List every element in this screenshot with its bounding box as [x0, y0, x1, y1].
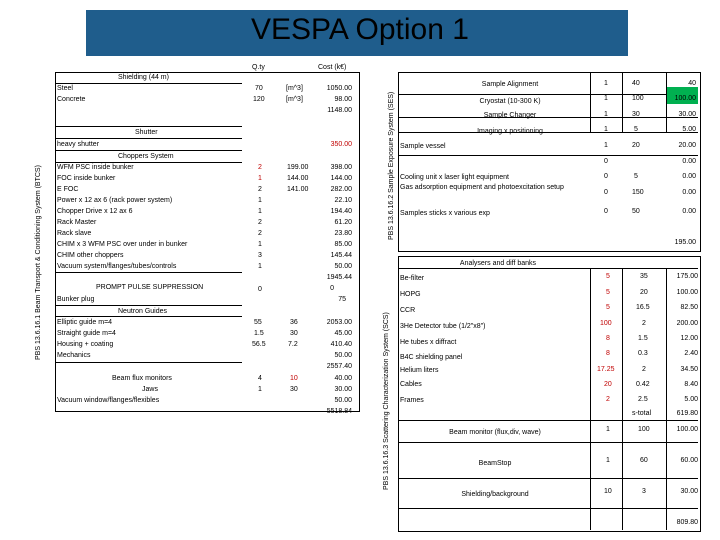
divider [398, 94, 698, 95]
shielding-row-unit: [m^3] [286, 85, 303, 92]
scs-row-name: 3He Detector tube (1/2"x8") [400, 323, 486, 330]
chopper-row-qty: 1 [258, 241, 262, 248]
divider [56, 150, 242, 151]
chopper-row-qty: 2 [258, 230, 262, 237]
scs-row-cost: 2.40 [684, 350, 698, 357]
flux-row-qty: 4 [258, 375, 262, 382]
flux-row-name: Vacuum window/flanges/flexibles [57, 397, 160, 404]
scs-row-cost: 175.00 [676, 273, 698, 280]
choppers-header: Choppers System [118, 153, 174, 160]
chopper-row-cost: 22.10 [334, 197, 352, 204]
scs-row-name: HOPG [400, 291, 421, 298]
ses-row-qty: 1 [604, 95, 608, 102]
qty-column-header: Q.ty [252, 64, 265, 71]
ses-row-cost: 30.00 [678, 111, 696, 118]
guide-row-qty: 1.5 [254, 330, 264, 337]
divider [56, 305, 242, 306]
chopper-row-cost: 194.40 [330, 208, 352, 215]
ses-row-price: 40 [632, 80, 640, 87]
divider [56, 83, 242, 84]
scs-row-qty: 17.25 [597, 366, 615, 373]
scs-row-cost: 12.00 [680, 335, 698, 342]
ses-row-price: 150 [632, 189, 644, 196]
chopper-row-name: WFM PSC inside bunker [57, 164, 134, 171]
guide-row-name: Housing + coating [57, 341, 114, 348]
guides-total: 2557.40 [326, 363, 352, 370]
scs-row-cost: 34.50 [680, 366, 698, 373]
scs-row-name: B4C shielding panel [400, 354, 463, 361]
ses-row-qty: 1 [604, 80, 608, 87]
extra-row-qty: 1 [606, 457, 610, 464]
scs-row-price: 20 [640, 289, 648, 296]
divider [398, 155, 698, 156]
ses-row-name: Cooling unit x laser light equipment [400, 174, 509, 181]
ses-row-cost: 20.00 [678, 142, 696, 149]
ses-row-cost: 0.00 [682, 158, 696, 165]
extra-row-price: 100 [638, 426, 650, 433]
scs-row-name: He tubes x diffract [400, 339, 457, 346]
scs-row-cost: 200.00 [676, 320, 698, 327]
ses-row-cost: 40 [688, 80, 696, 87]
divider [398, 478, 698, 479]
ses-row-price: 5 [634, 173, 638, 180]
ses-row-cost: 0.00 [682, 189, 696, 196]
guide-row-price: 30 [290, 330, 298, 337]
ses-row-qty: 1 [604, 111, 608, 118]
ses-row-cost: 5.00 [682, 126, 696, 133]
flux-row-cost: 50.00 [334, 397, 352, 404]
chopper-row-qty: 2 [258, 186, 262, 193]
ses-row-name: Sample vessel [400, 143, 446, 150]
chopper-row-cost: 50.00 [334, 263, 352, 270]
ses-row-name: Sample Alignment [481, 81, 539, 88]
chopper-row-cost: 144.00 [330, 175, 352, 182]
guide-row-name: Straight guide m=4 [57, 330, 116, 337]
guide-row-cost: 50.00 [334, 352, 352, 359]
chopper-row-name: Rack slave [57, 230, 92, 237]
ses-row-price: 50 [632, 208, 640, 215]
divider [622, 268, 623, 530]
shielding-row-unit: [m^3] [286, 96, 303, 103]
scs-row-name: Helium liters [400, 367, 439, 374]
guide-row-name: Mechanics [57, 352, 91, 359]
extra-row-cost: 60.00 [680, 457, 698, 464]
scs-row-qty: 20 [604, 381, 612, 388]
scs-row-cost: 5.00 [684, 396, 698, 403]
ses-row-price: 100 [632, 95, 644, 102]
flux-row-qty: 1 [258, 386, 262, 393]
ses-row-price: 30 [632, 111, 640, 118]
scs-row-name: Be-filter [400, 275, 425, 282]
prompt-total: 75 [338, 296, 346, 303]
divider [56, 272, 242, 273]
divider [666, 268, 667, 530]
extra-row-name: Shielding/background [461, 491, 529, 498]
extra-row-name: Beam monitor (flux,div, wave) [449, 429, 541, 436]
divider [56, 362, 242, 363]
shielding-row-cost: 1050.00 [326, 85, 352, 92]
chopper-row-cost: 85.00 [334, 241, 352, 248]
chopper-row-cost: 282.00 [330, 186, 352, 193]
divider [622, 72, 623, 132]
ses-row-qty: 1 [604, 142, 608, 149]
guide-row-cost: 45.00 [334, 330, 352, 337]
chopper-row-name: Power x 12 ax 6 (rack power system) [57, 197, 173, 204]
divider [56, 138, 242, 139]
scs-row-cost: 8.40 [684, 381, 698, 388]
extra-row-qty: 10 [604, 488, 612, 495]
ses-row-cost: 0.00 [682, 173, 696, 180]
divider [398, 508, 698, 509]
extra-row-cost: 100.00 [676, 426, 698, 433]
flux-row-cost: 30.00 [334, 386, 352, 393]
chopper-row-qty: 1 [258, 197, 262, 204]
shielding-row-qty: 70 [255, 85, 263, 92]
extra-row-cost: 30.00 [680, 488, 698, 495]
flux-row-price: 10 [290, 375, 298, 382]
ses-row-name: Sample Changer [483, 112, 537, 119]
scs-row-price: 2.5 [638, 396, 648, 403]
guide-row-qty: 56.5 [252, 341, 266, 348]
scs-row-price: 0.42 [636, 381, 650, 388]
scs-row-price: 0.3 [638, 350, 648, 357]
guide-row-qty: 55 [254, 319, 262, 326]
chopper-row-qty: 1 [258, 175, 262, 182]
scs-row-name: CCR [400, 307, 416, 314]
scs-row-price: 16.5 [636, 304, 650, 311]
guide-row-cost: 410.40 [330, 341, 352, 348]
scs-row-price: 2 [642, 320, 646, 327]
scs-row-qty: 5 [606, 304, 610, 311]
scs-row-name: Cables [400, 381, 422, 388]
chopper-row-price: 144.00 [287, 175, 309, 182]
scs-row-qty: 100 [600, 320, 612, 327]
extra-row-name: BeamStop [478, 460, 512, 467]
ses-row-qty: 1 [604, 126, 608, 133]
scs-row-qty: 8 [606, 335, 610, 342]
ses-row-qty: 0 [604, 189, 608, 196]
chopper-row-cost: 398.00 [330, 164, 352, 171]
scs-subtotal-label: s-total [632, 410, 652, 417]
divider [398, 442, 698, 443]
ses-row-name: Gas adsorption equipment and photoexcitation setup [400, 184, 564, 191]
chopper-row-name: Chopper Drive x 12 ax 6 [57, 208, 133, 215]
scs-subtotal: 619.80 [676, 410, 698, 417]
divider [590, 72, 591, 132]
scs-row-qty: 8 [606, 350, 610, 357]
shielding-total: 1148.00 [327, 107, 352, 114]
guide-row-price: 7.2 [288, 341, 298, 348]
shielding-row-cost: 98.00 [334, 96, 352, 103]
page-title: VESPA Option 1 [251, 13, 469, 46]
flux-row-cost: 40.00 [334, 375, 352, 382]
guide-row-cost: 2053.00 [326, 319, 352, 326]
scs-row-price: 2 [642, 366, 646, 373]
prompt-row-qty: 0 [258, 286, 262, 293]
chopper-row-cost: 23.80 [334, 230, 352, 237]
ses-row-price: 5 [634, 126, 638, 133]
scs-row-name: Frames [400, 397, 424, 404]
extra-row-price: 3 [642, 488, 646, 495]
scs-vertical-label: PBS 13.6.16.3 Scattering Characterization System (SCS) [383, 312, 390, 490]
chopper-row-cost: 61.20 [334, 219, 352, 226]
ses-row-qty: 0 [604, 173, 608, 180]
ses-vertical-label: PBS 13.6.16.2 Sample Exposure System (SES) [388, 91, 395, 240]
shutter-row-cost: 350.00 [330, 141, 352, 148]
chopper-row-qty: 3 [258, 252, 262, 259]
divider [56, 316, 242, 317]
chopper-row-qty: 2 [258, 164, 262, 171]
shutter-header: Shutter [135, 129, 158, 136]
ses-row-name: Cryostat (10-300 K) [479, 98, 541, 105]
shielding-row-name: Concrete [57, 96, 86, 103]
scs-row-price: 35 [640, 273, 648, 280]
chopper-row-name: Rack Master [57, 219, 97, 226]
divider [590, 268, 591, 530]
btcs-grand-total: 5518.84 [326, 408, 352, 415]
scs-row-qty: 5 [606, 289, 610, 296]
scs-row-cost: 100.00 [676, 289, 698, 296]
chopper-row-name: E FOC [57, 186, 79, 193]
cost-column-header: Cost (k€) [318, 64, 347, 71]
ses-row-price: 20 [632, 142, 640, 149]
flux-row-price: 30 [290, 386, 298, 393]
guide-row-name: Elliptic guide m=4 [57, 319, 113, 326]
chopper-row-qty: 1 [258, 263, 262, 270]
scs-row-qty: 5 [606, 273, 610, 280]
prompt-row-cost: 0 [330, 285, 334, 292]
chopper-row-name: CHIM x 3 WFM PSC over under in bunker [57, 241, 188, 248]
flux-header: Beam flux monitors [112, 375, 172, 382]
flux-row-name: Jaws [142, 386, 158, 393]
ses-row-qty: 0 [604, 208, 608, 215]
divider [398, 420, 698, 421]
guide-row-price: 36 [290, 319, 298, 326]
ses-row-name: Samples sticks x various exp [400, 210, 490, 217]
chopper-row-qty: 1 [258, 208, 262, 215]
chopper-row-name: Vacuum system/flanges/tubes/controls [57, 263, 177, 270]
prompt-row-name: Bunker plug [57, 296, 95, 303]
shielding-header: Shielding (44 m) [118, 74, 169, 81]
chopper-row-name: CHIM other choppers [57, 252, 124, 259]
scs-row-qty: 2 [606, 396, 610, 403]
chopper-row-price: 199.00 [287, 164, 309, 171]
extra-row-price: 60 [640, 457, 648, 464]
ses-row-cost: 100.00 [674, 95, 696, 102]
shutter-row-name: heavy shutter [57, 141, 100, 148]
ses-row-name: Imaging x positioning [477, 128, 543, 135]
chopper-row-cost: 145.44 [330, 252, 352, 259]
scs-row-cost: 82.50 [680, 304, 698, 311]
choppers-total: 1945.44 [326, 274, 352, 281]
shielding-row-qty: 120 [253, 96, 265, 103]
ses-row-cost: 0.00 [682, 208, 696, 215]
scs-row-price: 1.5 [638, 335, 648, 342]
extra-row-qty: 1 [606, 426, 610, 433]
shielding-row-name: Steel [57, 85, 73, 92]
chopper-row-price: 141.00 [287, 186, 309, 193]
divider [398, 268, 698, 269]
guides-header: Neutron Guides [118, 308, 168, 315]
btcs-vertical-label: PBS 13.6.16.1 Beam Transport & Conditioning System (BTCS) [35, 165, 42, 360]
divider [56, 126, 242, 127]
chopper-row-name: FOC inside bunker [57, 175, 116, 182]
ses-total: 195.00 [674, 239, 696, 246]
scs-grand-total: 809.80 [676, 519, 698, 526]
prompt-header: PROMPT PULSE SUPPRESSION [96, 284, 204, 291]
analysers-header: Analysers and diff banks [459, 260, 537, 267]
chopper-row-qty: 2 [258, 219, 262, 226]
ses-row-qty: 0 [604, 158, 608, 165]
